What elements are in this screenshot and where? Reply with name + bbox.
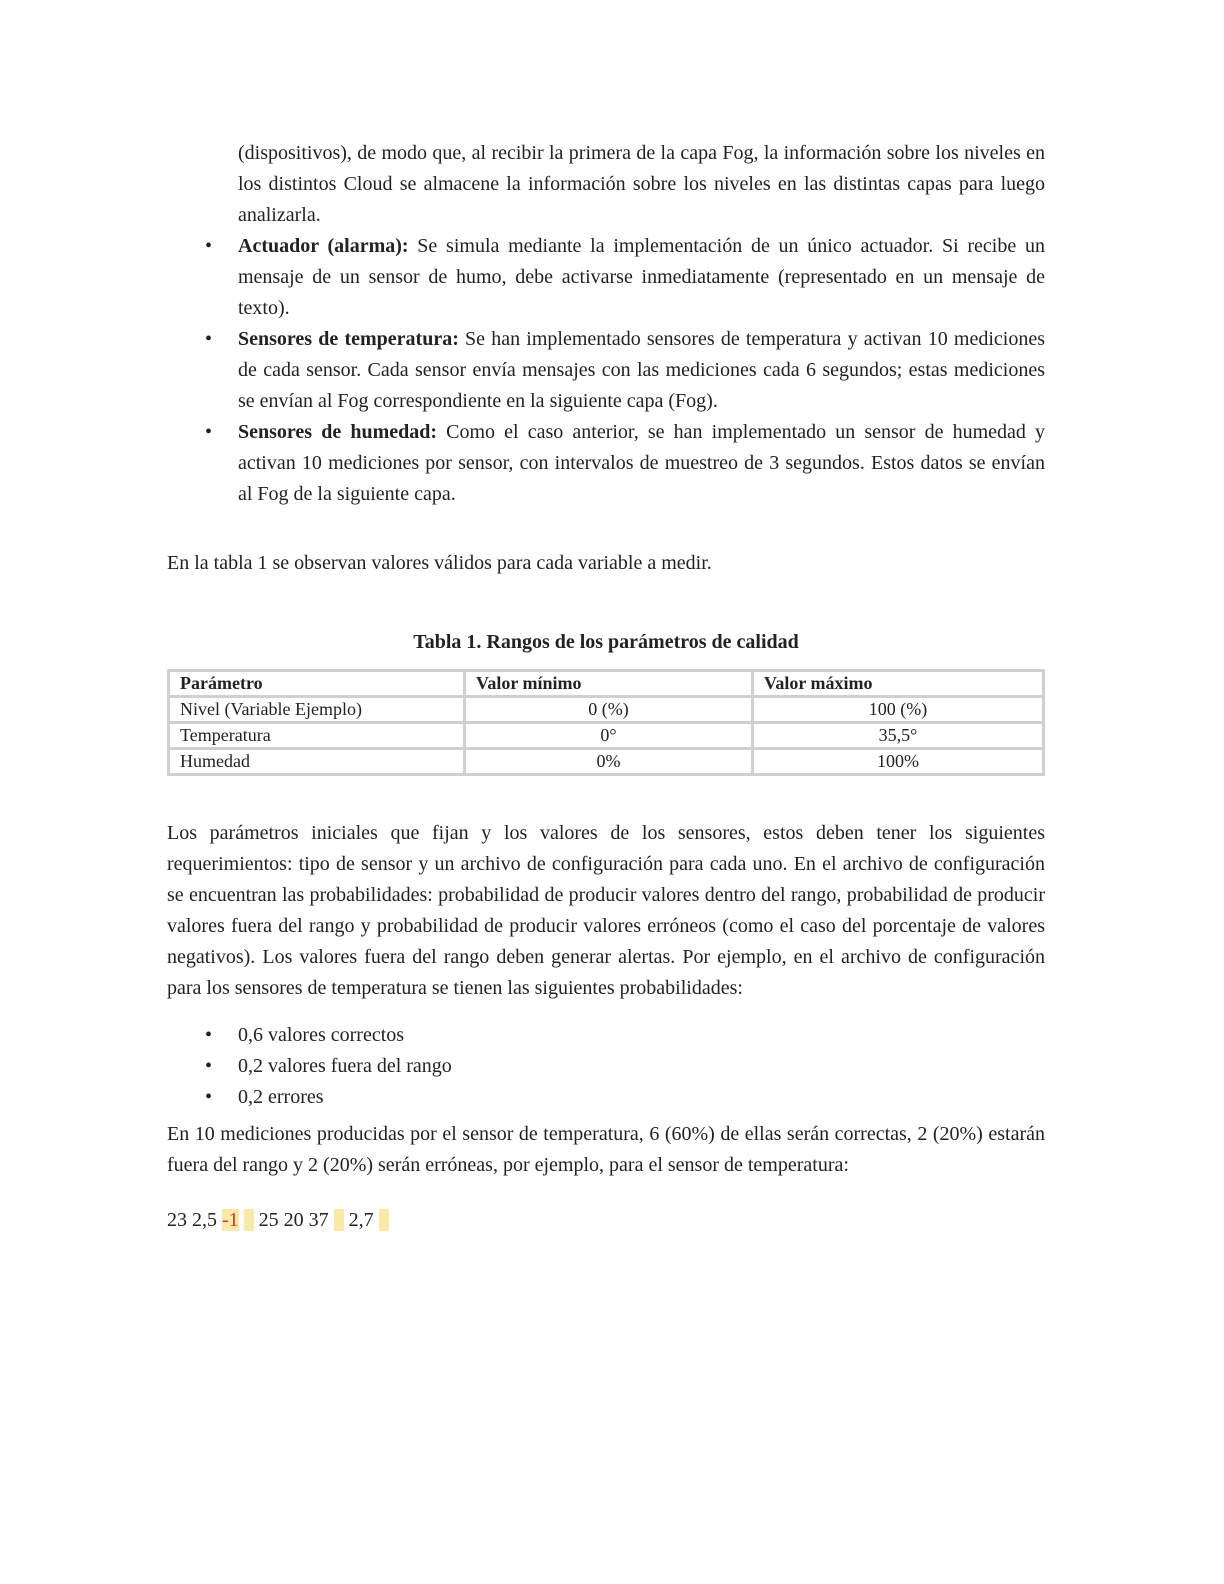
measurement-value: 2,7 xyxy=(348,1209,374,1231)
table-cell: 0 (%) xyxy=(465,697,753,723)
bullet-text: Se han implementado sensores de temperatura y activan 10 mediciones de cada sensor. Cada sensor envía mensajes con las mediciones cada 6 segundos; estas mediciones se envían al Fog correspondiente en la siguiente capa (Fog). xyxy=(238,328,1045,412)
measurement-value: 2,5 xyxy=(192,1209,217,1231)
list-item: • 0,6 valores correctos xyxy=(167,1020,1045,1051)
table-row xyxy=(169,723,1044,749)
document-body xyxy=(167,138,1045,1233)
bullet-humidity-sensors xyxy=(167,417,1045,510)
bullet-label: Sensores de temperatura: xyxy=(238,328,459,350)
measurement-value: 20 xyxy=(283,1209,304,1231)
measurement-highlight xyxy=(334,1209,344,1231)
measurement-value: 23 xyxy=(167,1209,187,1231)
measurement-value: 37 xyxy=(308,1209,329,1231)
table-cell: Temperatura xyxy=(169,723,465,749)
sensor-bullet-list xyxy=(167,231,1045,510)
table-cell: 100% xyxy=(753,749,1044,775)
table-cell: Humedad xyxy=(169,749,465,775)
table-cell: 0° xyxy=(465,723,753,749)
table-header-cell: Valor máximo xyxy=(753,671,1044,697)
table-intro: En la tabla 1 se observan valores válidos para cada variable a medir. xyxy=(167,552,712,574)
body-paragraph: Los parámetros iniciales que fijan y los valores de los sensores, estos deben tener los siguientes requerimientos: tipo de sensor y un archivo de configuración para cada uno. En el archivo de configuración se encuentran las probabilidades: probabilidad de producir valores dentro del rango, probabilidad de producir valores fuera del rango y probabilidad de producir valores erróneos (como el caso del porcentaje de valores negativos). Los valores fuera del rango deben generar alertas. Por ejemplo, en el archivo de configuración para los sensores de temperatura se tienen las siguientes probabilidades: xyxy=(167,822,1045,999)
table-cell: 35,5° xyxy=(753,723,1044,749)
measurement-value: 25 xyxy=(258,1209,279,1231)
table-cell: Nivel (Variable Ejemplo) xyxy=(169,697,465,723)
bullet-actuator xyxy=(167,231,1045,324)
bullet-continuation: (dispositivos), de modo que, al recibir la primera de la capa Fog, la información sobre los niveles en los distintos Cloud se almacene la información sobre los niveles en las distintas capas para luego analizarla. xyxy=(238,142,1045,226)
measurement-sequence xyxy=(167,1207,1045,1233)
parameters-table xyxy=(167,669,1045,776)
table-header-cell: Valor mínimo xyxy=(465,671,753,697)
closing-paragraph: En 10 mediciones producidas por el sensor de temperatura, 6 (60%) de ellas serán correctas, 2 (20%) estarán fuera del rango y 2 (20%) serán erróneas, por ejemplo, para el sensor de temperatura: xyxy=(167,1123,1045,1176)
bullet-label: Actuador (alarma): xyxy=(238,235,409,257)
list-item: • 0,2 errores xyxy=(167,1082,1045,1113)
bullet-text: Como el caso anterior, se han implementado un sensor de humedad y activan 10 mediciones por sensor, con intervalos de muestreo de 3 segundos. Estos datos se envían al Fog de la siguiente capa. xyxy=(238,421,1046,505)
measurement-highlight xyxy=(244,1209,254,1231)
table-header-row xyxy=(169,671,1044,697)
table-caption: Tabla 1. Rangos de los parámetros de calidad xyxy=(413,631,799,653)
table-row xyxy=(169,749,1044,775)
list-item: • 0,2 valores fuera del rango xyxy=(167,1051,1045,1082)
bullet-temperature-sensors xyxy=(167,324,1045,417)
table-header-cell: Parámetro xyxy=(169,671,465,697)
measurement-value-error: -1 xyxy=(222,1209,239,1231)
bullet-label: Sensores de humedad: xyxy=(238,421,438,443)
probability-list xyxy=(167,1020,1045,1113)
bullet-text: Se simula mediante la implementación de un único actuador. Si recibe un mensaje de un sensor de humo, debe activarse inmediatamente (representado en un mensaje de texto). xyxy=(238,235,1045,319)
table-cell: 0% xyxy=(465,749,753,775)
table-row xyxy=(169,697,1044,723)
measurement-highlight xyxy=(379,1209,389,1231)
table-cell: 100 (%) xyxy=(753,697,1044,723)
